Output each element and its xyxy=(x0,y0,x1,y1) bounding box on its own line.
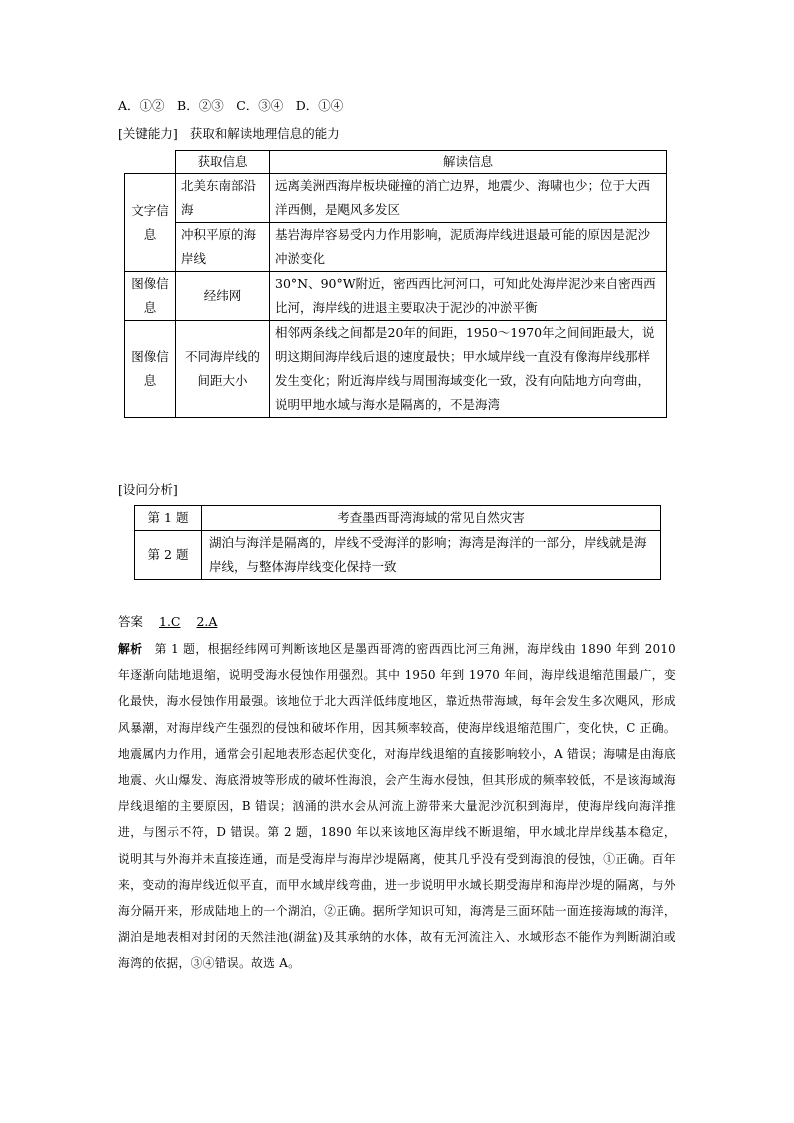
info-table-header xyxy=(125,151,667,174)
desc-cell: 远离美洲西海岸板块碰撞的消亡边界，地震少、海啸也少；位于大西洋西侧，是飓风多发区 xyxy=(270,174,667,223)
category-cell: 文字信息 xyxy=(125,174,176,272)
desc-cell: 30°N、90°W附近，密西西比河河口，可知此处海岸泥沙来自密西西比河，海岸线的进退主要取决于泥沙的冲淤平衡 xyxy=(270,272,667,321)
item-cell: 经纬网 xyxy=(176,272,270,321)
category-cell: 图像信息 xyxy=(125,272,176,321)
empty-header-cell xyxy=(125,151,176,174)
question-analysis: 湖泊与海洋是隔离的，岸线不受海洋的影响；海湾是海洋的一部分，岸线就是海岸线，与整体海岸线变化保持一致 xyxy=(202,531,661,580)
key-ability-line xyxy=(118,124,340,142)
answer-2: 2.A xyxy=(196,614,218,629)
explanation-text: 第 1 题，根据经纬网可判断该地区是墨西哥湾的密西西比河三角洲，海岸线由 1890 年到 2010 年逐渐向陆地退缩，说明受海水侵蚀作用强烈。其中 1950 年到 1970 年间，海岸线退缩范围最广，变化最快，海水侵蚀作用最强。该地位于北大西洋低纬度地区，靠近热带海域，每年会发生多次飓风，形成风暴潮，对海岸线产生强烈的侵蚀和破坏作用，因其频率较高，使海岸线退缩范围广，变化快，C 正确。地震属内力作用，通常会引起地表形态起伏变化，对海岸线退缩的直接影响较小，A 错误；海啸是由海底地震、火山爆发、海底滑坡等形成的破坏性海浪，会产生海水侵蚀，但其形成的频率较低，不是该海域海岸线退缩的主要原因，B 错误；汹涌的洪水会从河流上游带来大量泥沙沉积到海岸，使海岸线向海洋推进，与图示不符，D 错误。第 2 题，1890 年以来该地区海岸线不断退缩，甲水域北岸岸线基本稳定，说明其与外海并未直接连通，而是受海岸与海岸沙堤隔离，使其几乎没有受到海浪的侵蚀，①正确。百年来，变动的海岸线近似平直，而甲水域岸线弯曲，进一步说明甲水域长期受海岸和海岸沙堤的隔离，与外海分隔开来，形成陆地上的一个湖泊，②正确。据所学知识可知，海湾是三面环陆一面连接海域的海洋，湖泊是地表相对封闭的天然洼池(湖盆)及其承纳的水体，故有无河流注入、水域形态不能作为判断湖泊或海湾的依据，③④错误。故选 A。 xyxy=(118,642,676,971)
item-cell: 不同海岸线的间距大小 xyxy=(176,321,270,418)
explanation-paragraph xyxy=(118,636,676,977)
table-row xyxy=(135,531,661,580)
analysis-label: [设问分析] xyxy=(118,482,178,497)
category-cell: 图像信息 xyxy=(125,321,176,418)
answer-label: 答案 xyxy=(118,614,144,629)
item-cell: 北美东南部沿海 xyxy=(176,174,270,223)
desc-cell: 基岩海岸容易受内力作用影响，泥质海岸线进退最可能的原因是泥沙冲淤变化 xyxy=(270,223,667,272)
table-row xyxy=(125,174,667,223)
table-row xyxy=(125,223,667,272)
item-cell: 冲积平原的海岸线 xyxy=(176,223,270,272)
question-label: 第 2 题 xyxy=(135,531,202,580)
explanation-label: 解析 xyxy=(118,642,143,656)
info-table xyxy=(124,150,667,418)
key-ability-label: [关键能力] xyxy=(118,126,178,141)
answer-1: 1.C xyxy=(159,614,181,629)
table-row xyxy=(125,272,667,321)
question-analysis: 考查墨西哥湾海域的常见自然灾害 xyxy=(202,506,661,531)
answer-line xyxy=(118,612,217,630)
analysis-table xyxy=(134,505,661,580)
table-row xyxy=(125,321,667,418)
desc-cell: 相邻两条线之间都是20年的间距，1950～1970年之间间距最大，说明这期间海岸线后退的速度最快；甲水域岸线一直没有像海岸线那样发生变化；附近海岸线与周围海域变化一致，没有向陆地方向弯曲，说明甲地水域与海水是隔离的，不是海湾 xyxy=(270,321,667,418)
header-interpret: 解读信息 xyxy=(270,151,667,174)
options-line: A．①② B．②③ C．③④ D．①④ xyxy=(118,98,344,113)
table-row xyxy=(135,506,661,531)
question-label: 第 1 题 xyxy=(135,506,202,531)
header-obtain: 获取信息 xyxy=(176,151,270,174)
key-ability-text: 获取和解读地理信息的能力 xyxy=(189,126,340,141)
